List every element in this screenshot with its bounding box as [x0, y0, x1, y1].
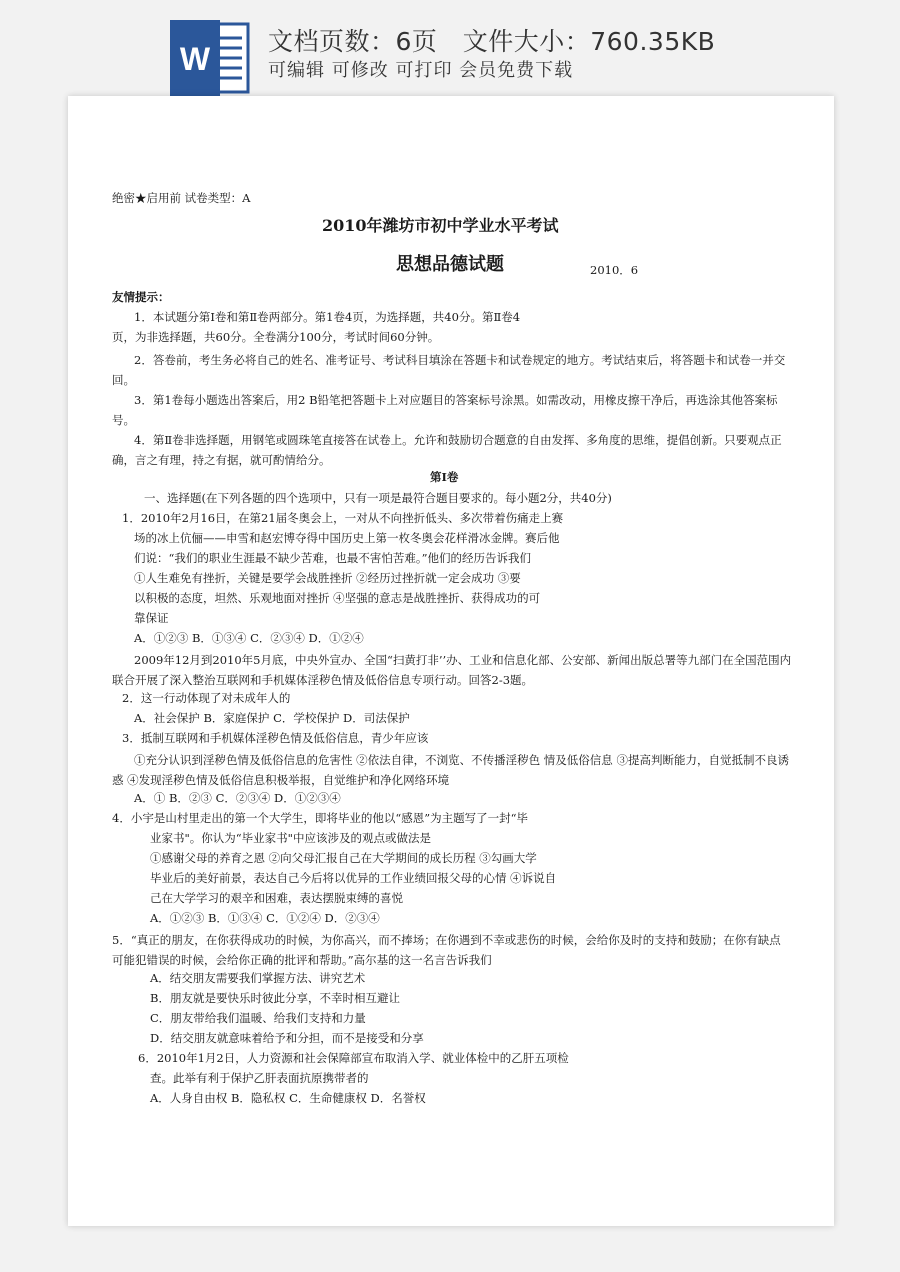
question-4-line: 4．小宇是山村里走出的第一个大学生，即将毕业的他以“感恩”为主题写了一封“毕	[112, 811, 528, 825]
question-3-stem: 3．抵制互联网和手机媒体淫秽色情及低俗信息，青少年应该	[122, 731, 429, 745]
question-5-option-a: A．结交朋友需要我们掌握方法、讲究艺术	[150, 971, 366, 985]
exam-title: 2010年潍坊市初中学业水平考试	[322, 216, 559, 235]
question-2-options: A．社会保护 B．家庭保护 C．学校保护 D．司法保护	[134, 711, 410, 725]
question-6-line: 6．2010年1月2日，人力资源和社会保障部宣布取消入学、就业体检中的乙肝五项检	[138, 1051, 569, 1065]
question-2-stem: 2．这一行动体现了对未成年人的	[122, 691, 291, 705]
word-icon-letter: W	[179, 41, 211, 77]
question-1-line: ①人生难免有挫折，关键是要学会战胜挫折 ②经历过挫折就一定会成功 ③要	[134, 571, 521, 585]
exam-date: 2010．6	[590, 263, 639, 277]
question-5-option-b: B．朋友就是要快乐时彼此分享，不幸时相互避让	[150, 991, 400, 1005]
tip-4: 4．第Ⅱ卷非选择题，用钢笔或圆珠笔直接答在试卷上。允许和鼓励切合题意的自由发挥、多角度的思维，提倡创新。只要观点正确，言之有理，持之有据，就可酌情给分。	[112, 433, 782, 467]
feature-line: 可编辑 可修改 可打印 会员免费下载	[268, 60, 574, 81]
question-1-line: 1．2010年2月16日，在第21届冬奥会上，一对从不向挫折低头、多次带着伤痛走上赛	[122, 511, 564, 525]
tip-1-line-2: 页，为非选择题，共60分。全卷满分100分，考试时间60分钟。	[112, 330, 440, 344]
section-1-instructions: 一、选择题(在下列各题的四个选项中，只有一项是最符合题目要求的。每小题2分，共40分)	[144, 491, 612, 505]
secret-label: 绝密★启用前 试卷类型：A	[112, 191, 251, 205]
document-page	[68, 96, 834, 1226]
question-5-option-c: C．朋友带给我们温暖、给我们支持和力量	[150, 1011, 366, 1025]
tip-2: 2．答卷前，考生务必将自己的姓名、准考证号、考试科目填涂在答题卡和试卷规定的地方。考试结束后，将答题卡和试卷一并交回。	[112, 353, 786, 387]
tip-3: 3．第1卷每小题选出答案后，用2 B铅笔把答题卡上对应题目的答案标号涂黑。如需改动，用橡皮擦干净后，再选涂其他答案标号。	[112, 393, 778, 427]
material-paragraph: 2009年12月到2010年5月底，中央外宣办、全国“扫黄打非’’办、工业和信息化部、公安部、新闻出版总署等九部门在全国范围内联合开展了深入整治互联网和手机媒体淫秽色情及低俗信息专项行动。回答2-3题。	[112, 653, 792, 687]
question-6-options: A．人身自由权 B．隐私权 C．生命健康权 D．名誉权	[150, 1091, 426, 1105]
question-1-line: 以积极的态度，坦然、乐观地面对挫折 ④坚强的意志是战胜挫折、获得成功的可	[134, 591, 541, 605]
tips-heading: 友情提示：	[112, 290, 170, 304]
question-4-line: ①感谢父母的养育之恩 ②向父母汇报自己在大学期间的成长历程 ③勾画大学	[150, 851, 537, 865]
question-3-items: ①充分认识到淫秽色情及低俗信息的危害性 ②依法自律，不浏览、不传播淫秽色 情及低俗信息 ③提高判断能力，自觉抵制不良诱惑 ④发现淫秽色情及低俗信息积极举报，自觉维护和净化网络环境	[112, 753, 789, 787]
question-1-line: 场的冰上伉俪——申雪和赵宏博夺得中国历史上第一枚冬奥会花样滑冰金牌。赛后他	[134, 531, 560, 545]
question-4-options: A．①②③ B．①③④ C．①②④ D．②③④	[150, 911, 380, 925]
question-6-line: 查。此举有利于保护乙肝表面抗原携带者的	[150, 1071, 369, 1085]
question-1-line: 们说：“我们的职业生涯最不缺少苦难，也最不害怕苦难。”他们的经历告诉我们	[134, 551, 532, 565]
question-5-option-d: D．结交朋友就意味着给予和分担，而不是接受和分享	[150, 1031, 424, 1045]
file-info-line: 文档页数：6页 文件大小：760.35KB	[268, 27, 716, 56]
question-4-line: 业家书"。你认为“毕业家书"中应该涉及的观点或做法是	[150, 831, 431, 845]
question-3-options: A．① B．②③ C．②③④ D．①②③④	[134, 791, 341, 805]
tip-1-line-1: 1．本试题分第Ⅰ卷和第Ⅱ卷两部分。第1卷4页，为选择题，共40分。第Ⅱ卷4	[134, 310, 521, 324]
word-document-icon	[170, 20, 252, 96]
part-1-heading: 第Ⅰ卷	[430, 470, 459, 484]
question-4-line: 己在大学学习的艰辛和困难，表达摆脱束缚的喜悦	[150, 891, 403, 905]
download-header	[0, 0, 900, 96]
question-5-stem: 5．“真正的朋友，在你获得成功的时候，为你高兴，而不捧场；在你遇到不幸或悲伤的时候，会给你及时的支持和鼓励；在你有缺点可能犯错误的时候，会给你正确的批评和帮助。”高尔基的这一名言告诉我们	[112, 933, 781, 967]
question-1-options: A．①②③ B．①③④ C．②③④ D．①②④	[134, 631, 364, 645]
question-4-line: 毕业后的美好前景，表达自己今后将以优异的工作业绩回报父母的心情 ④诉说自	[150, 871, 557, 885]
question-1-line: 靠保证	[134, 611, 169, 625]
exam-subtitle: 思想品德试题	[396, 254, 504, 275]
